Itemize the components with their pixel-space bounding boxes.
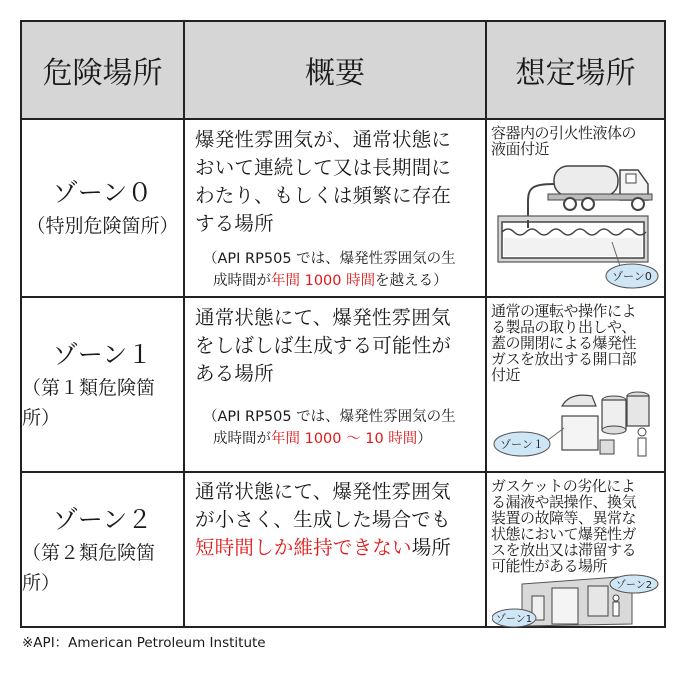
zone1-location bbox=[487, 300, 664, 386]
zone0-location bbox=[487, 122, 664, 160]
location-line: る漏液や誤操作、換気 bbox=[491, 493, 637, 511]
footnote: ※API：American Petroleum Institute bbox=[22, 635, 266, 651]
summary-line: をしばしば生成する可能性が bbox=[195, 334, 452, 357]
summary-line: わたり、もしくは頻繁に存在 bbox=[195, 184, 452, 207]
summary-line: 爆発性雰囲気が、通常状態に bbox=[195, 128, 452, 151]
location-line: 液面付近 bbox=[491, 140, 550, 158]
summary-line: 通常状態にて、爆発性雰囲気 bbox=[195, 306, 451, 329]
location-line: 装置の故障等、異常な bbox=[491, 509, 637, 527]
location-line: 通常の運転や操作によ bbox=[491, 302, 637, 320]
location-line: る製品の取り出しや、 bbox=[491, 318, 636, 336]
location-line: 可能性がある場所 bbox=[491, 557, 608, 575]
location-line: スを放出又は滞留する bbox=[491, 541, 637, 559]
header-zone: 危険場所 bbox=[42, 56, 163, 91]
zone2-label: ゾーン２ bbox=[52, 504, 153, 534]
zone1-cell bbox=[22, 298, 183, 471]
summary-line: ある場所 bbox=[195, 362, 274, 385]
api-note bbox=[195, 248, 479, 292]
zone0-cell bbox=[22, 120, 183, 296]
zone2-callout-b: ゾーン1 bbox=[495, 614, 533, 625]
zone0-callout: ゾーン0 bbox=[612, 270, 652, 283]
note-line: 成時間が年間 1000 時間を越える） bbox=[213, 273, 448, 289]
zone2-callout-a: ゾーン2 bbox=[615, 580, 653, 591]
zone1-sublabel: （第１類危険箇所） bbox=[22, 376, 156, 429]
room-illustration bbox=[492, 574, 660, 628]
note-line: （API RP505 では、爆発性雰囲気の生 bbox=[203, 409, 456, 425]
summary-line: が小さく、生成した場合でも bbox=[195, 508, 451, 531]
summary-line: する場所 bbox=[195, 212, 274, 235]
zone2-summary bbox=[185, 478, 485, 562]
zone2-cell bbox=[22, 473, 183, 626]
zone0-label: ゾーン０ bbox=[52, 178, 153, 207]
location-line: 状態において爆発性ガ bbox=[491, 525, 637, 543]
zone0-sublabel: （特別危険箇所） bbox=[26, 215, 179, 237]
note-highlight: 年間 1000 〜 10 時間 bbox=[271, 431, 418, 447]
table-header-row bbox=[22, 22, 664, 120]
summary-line: 短時間しか維持できない場所 bbox=[195, 536, 452, 559]
zone2-sublabel: （第２類危険箇所） bbox=[22, 541, 156, 594]
location-line: ガスケットの劣化によ bbox=[491, 477, 636, 495]
header-location: 想定場所 bbox=[515, 56, 636, 91]
location-line: 付近 bbox=[491, 366, 521, 384]
zone1-label: ゾーン１ bbox=[52, 339, 153, 369]
zone1-summary bbox=[185, 304, 485, 450]
header-summary: 概要 bbox=[305, 56, 365, 91]
zone0-summary bbox=[185, 126, 485, 292]
note-line: （API RP505 では、爆発性雰囲気の生 bbox=[203, 251, 456, 267]
tank-truck-illustration bbox=[492, 162, 660, 290]
location-line: 容器内の引火性液体の bbox=[491, 124, 637, 142]
summary-highlight: 短時間しか維持できない bbox=[195, 536, 412, 559]
location-line: 蓋の開閉による爆発性 bbox=[491, 334, 637, 352]
summary-line: 通常状態にて、爆発性雰囲気 bbox=[195, 480, 451, 503]
location-line: ガスを放出する開口部 bbox=[491, 350, 637, 368]
hazard-area-table bbox=[20, 20, 666, 628]
summary-line: おいて連続して又は長期間に bbox=[195, 156, 452, 179]
api-note bbox=[195, 406, 479, 450]
zone1-callout: ゾーン１ bbox=[500, 438, 544, 451]
zone2-location bbox=[487, 475, 664, 577]
note-line: 成時間が年間 1000 〜 10 時間） bbox=[213, 431, 432, 447]
note-highlight: 年間 1000 時間 bbox=[271, 273, 376, 289]
equipment-illustration bbox=[492, 388, 660, 470]
